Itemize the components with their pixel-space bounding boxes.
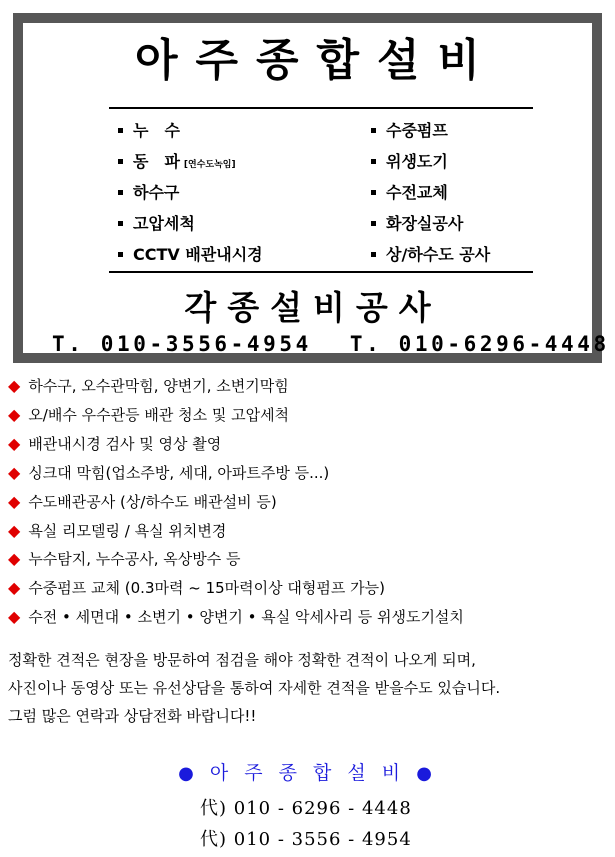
feature-text: 수전 • 세면대 • 소변기 • 양변기 • 욕실 악세사리 등 위생도기설치 (28, 608, 464, 627)
list-item (8, 430, 464, 459)
square-bullet-icon (371, 221, 376, 226)
service-left-2 (118, 153, 236, 174)
service-label: 누 수 (133, 121, 180, 140)
phone-numbers (52, 334, 610, 355)
phone-2[interactable]: T. 010-6296-4448 (349, 332, 610, 356)
service-label: 수중펌프 (386, 121, 448, 140)
feature-text: 오/배수 우수관등 배관 청소 및 고압세척 (28, 405, 290, 424)
blue-dot-icon: ● (416, 763, 437, 784)
red-diamond-icon: ◆ (8, 607, 21, 627)
service-label: 위생도기 (386, 152, 448, 171)
footer-company (0, 758, 615, 785)
list-item (8, 401, 464, 430)
divider-bottom (109, 271, 533, 273)
service-label: 동 파 (133, 152, 180, 171)
notice-line: 정확한 견적은 현장을 방문하여 점검을 해야 정확한 견적이 나오게 되며, (8, 651, 476, 669)
banner-inner (23, 23, 610, 356)
red-diamond-icon: ◆ (8, 433, 21, 453)
red-diamond-icon: ◆ (8, 549, 21, 569)
service-left-5 (118, 246, 263, 264)
list-item (8, 517, 464, 546)
feature-list (8, 372, 464, 632)
service-label: 고압세척 (133, 214, 195, 233)
service-right-5 (371, 246, 490, 264)
service-left-1 (118, 122, 180, 140)
feature-text: 싱크대 막힘(업소주방, 세대, 아파트주방 등...) (28, 463, 330, 482)
business-card-banner (13, 13, 610, 363)
service-left-3 (118, 184, 179, 202)
list-item (8, 574, 464, 603)
square-bullet-icon (371, 190, 376, 195)
service-label: 상/하수도 공사 (386, 245, 491, 264)
service-label: 수전교체 (386, 183, 448, 202)
square-bullet-icon (118, 128, 123, 133)
list-item (8, 488, 464, 517)
square-bullet-icon (371, 159, 376, 164)
feature-text: 배관내시경 검사 및 영상 촬영 (28, 434, 222, 453)
footer-phone-1[interactable]: 代) 010 - 6296 - 4448 (200, 798, 412, 819)
tagline: 각종설비공사 (184, 288, 442, 327)
service-label: CCTV 배관내시경 (133, 245, 263, 264)
service-note: [연수도녹임] (183, 160, 236, 170)
phone-1[interactable]: T. 010-3556-4954 (52, 332, 312, 356)
red-diamond-icon: ◆ (8, 404, 21, 424)
red-diamond-icon: ◆ (8, 520, 21, 540)
feature-text: 하수구, 오수관막힘, 양변기, 소변기막힘 (28, 377, 289, 395)
red-diamond-icon: ◆ (8, 491, 21, 511)
square-bullet-icon (371, 128, 376, 133)
square-bullet-icon (118, 252, 123, 257)
service-label: 화장실공사 (386, 214, 464, 233)
list-item (8, 603, 464, 632)
footer-phone-2[interactable]: 代) 010 - 3556 - 4954 (200, 829, 412, 850)
red-diamond-icon: ◆ (8, 462, 21, 482)
feature-text: 수도배관공사 (상/하수도 배관설비 등) (28, 492, 277, 511)
list-item (8, 459, 464, 488)
service-right-3 (371, 184, 448, 202)
square-bullet-icon (371, 252, 376, 257)
service-left-4 (118, 215, 195, 233)
company-title: 아주종합설비 (134, 35, 499, 86)
divider-top (109, 107, 533, 109)
service-right-1 (371, 122, 448, 140)
notice-line: 그럼 많은 연락과 상담전화 바랍니다!! (8, 707, 257, 725)
feature-text: 수중펌프 교체 (0.3마력 ~ 15마력이상 대형펌프 가능) (28, 579, 385, 598)
red-diamond-icon: ◆ (8, 578, 21, 598)
service-label: 하수구 (133, 183, 180, 202)
square-bullet-icon (118, 159, 123, 164)
footer-company-name: 아 주 종 합 설 비 (209, 762, 406, 784)
estimate-notice (8, 646, 500, 730)
feature-text: 욕실 리모델링 / 욕실 위치변경 (28, 521, 227, 540)
service-right-4 (371, 215, 463, 233)
blue-dot-icon: ● (178, 763, 199, 784)
feature-text: 누수탐지, 누수공사, 옥상방수 등 (28, 550, 241, 569)
red-diamond-icon: ◆ (8, 376, 21, 395)
list-item (8, 372, 464, 401)
square-bullet-icon (118, 190, 123, 195)
list-item (8, 545, 464, 574)
square-bullet-icon (118, 221, 123, 226)
notice-line: 사진이나 동영상 또는 유선상담을 통하여 자세한 견적을 받을수도 있습니다. (8, 679, 501, 697)
service-right-2 (371, 153, 448, 171)
